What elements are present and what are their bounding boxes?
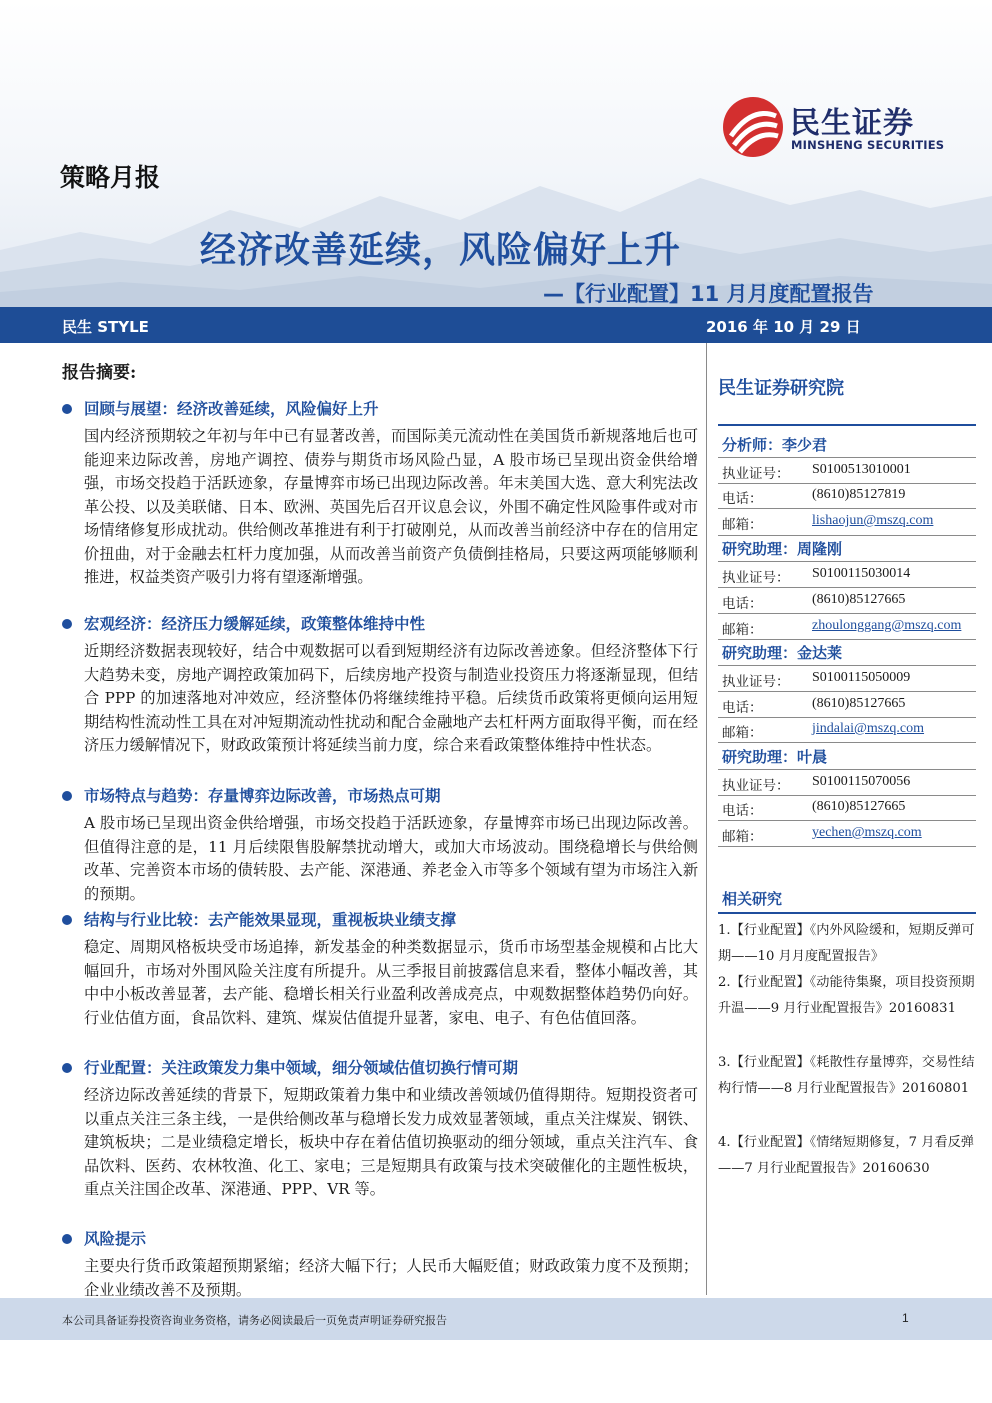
rule-line bbox=[718, 535, 976, 536]
analyst-tel-row bbox=[722, 799, 972, 819]
mail-label: 邮箱： bbox=[722, 622, 763, 638]
rule-line bbox=[718, 424, 976, 426]
logo-mark-icon bbox=[722, 96, 784, 158]
related-report-item[interactable]: 1.【行业配置】《内外风险缓和，短期反弹可期——10 月月度配置报告》 bbox=[718, 923, 975, 964]
rule-line bbox=[718, 795, 976, 796]
column-divider bbox=[706, 343, 707, 1295]
related-report-item[interactable]: 3.【行业配置】《耗散性存量博弈，交易性结构行情——8 月行业配置报告》20160801 bbox=[718, 1055, 975, 1096]
summary-heading: 报告摘要: bbox=[62, 363, 137, 383]
analyst-mail-row bbox=[722, 618, 972, 638]
bullet-icon bbox=[62, 1234, 72, 1244]
cert-label: 执业证号： bbox=[722, 674, 790, 690]
tel-number: (8610)85127819 bbox=[812, 487, 906, 502]
analyst-mail-row bbox=[722, 825, 972, 845]
section-body: 国内经济预期较之年初与年中已有显著改善，而国际美元流动性在美国货币新规落地后也可能迎来边际改善，房地产调控、债券与期货市场风险凸显，A 股市场已呈现出资金供给增强，市场交投趋于活跃迹象，存量博弈市场已出现边际改善。年末美国大选、意大利宪法改革公投、以及美联储、日本、欧洲、英国先后召开议息会议，外围不确定性风险事件或对市场情绪修复形成扰动。供给侧改革推进有利于打破刚兑，从而改善当前经济中存在的信用定价扭曲，对于金融去杠杆力度加强，从而改善当前资产负债倒挂格局，只要这两项能够顺利推进，权益类资产吸引力将有望逐渐增强。 bbox=[84, 427, 698, 586]
rule-line bbox=[718, 483, 976, 484]
rule-line bbox=[718, 742, 976, 743]
analyst-cert-row bbox=[722, 774, 972, 794]
rule-line bbox=[718, 561, 976, 562]
rule-line bbox=[718, 665, 976, 666]
section-title: 市场特点与趋势：存量博弈边际改善，市场热点可期 bbox=[84, 786, 441, 805]
research-institute: 民生证券研究院 bbox=[718, 378, 844, 399]
logo-name-cn: 民生证券 bbox=[790, 106, 914, 141]
tel-label: 电话： bbox=[722, 700, 763, 716]
section-title: 行业配置：关注政策发力集中领域，细分领域估值切换行情可期 bbox=[84, 1058, 519, 1077]
company-logo bbox=[722, 96, 962, 160]
mail-label: 邮箱： bbox=[722, 517, 763, 533]
related-report-item[interactable]: 4.【行业配置】《情绪短期修复，7 月看反弹——7 月行业配置报告》20160630 bbox=[718, 1135, 974, 1176]
analyst-name: 分析师：李少君 bbox=[722, 436, 828, 454]
logo-name-en: MINSHENG SECURITIES bbox=[791, 138, 945, 152]
analyst-name: 研究助理：周隆刚 bbox=[722, 540, 843, 558]
email-link[interactable]: yechen@mszq.com bbox=[812, 825, 922, 840]
header-band bbox=[0, 307, 992, 343]
related-research-heading: 相关研究 bbox=[722, 890, 783, 908]
summary-section bbox=[62, 1227, 702, 1302]
analyst-cert-row bbox=[722, 670, 972, 690]
tel-label: 电话： bbox=[722, 491, 763, 507]
analyst-name: 研究助理：叶晨 bbox=[722, 748, 828, 766]
summary-section bbox=[62, 908, 702, 1030]
mail-label: 邮箱： bbox=[722, 829, 763, 845]
rule-line bbox=[718, 457, 976, 458]
email-link[interactable]: zhoulonggang@mszq.com bbox=[812, 618, 962, 633]
cert-number: S0100115030014 bbox=[812, 566, 911, 581]
bullet-icon bbox=[62, 404, 72, 414]
analyst-name: 研究助理：金达莱 bbox=[722, 644, 843, 662]
email-link[interactable]: lishaojun@mszq.com bbox=[812, 513, 934, 528]
report-date: 2016 年 10 月 29 日 bbox=[706, 318, 861, 336]
tel-number: (8610)85127665 bbox=[812, 592, 906, 607]
mail-label: 邮箱： bbox=[722, 725, 763, 741]
summary-section bbox=[62, 397, 702, 590]
section-title: 结构与行业比较：去产能效果显现，重视板块业绩支撑 bbox=[84, 910, 457, 929]
rule-line bbox=[718, 691, 976, 692]
rule-line bbox=[718, 912, 976, 914]
cert-number: S0100513010001 bbox=[812, 462, 911, 477]
bullet-icon bbox=[62, 1063, 72, 1073]
section-body: 近期经济数据表现较好，结合中观数据可以看到短期经济有边际改善迹象。但经济整体下行大趋势未变，房地产调控政策加码下，后续房地产投资与制造业投资压力将逐渐显现，但结合 PPP 的加速落地对冲效应，经济整体仍将继续维持平稳。后续货币政策将更倾向运用短期结构性流动性工具在对冲短期流动性扰动和配合金融地产去杠杆两方面取得平衡，而在经济压力缓解情况下，财政政策预计将延续当前力度，综合来看政策整体维持中性状态。 bbox=[84, 642, 698, 754]
report-type: 策略月报 bbox=[60, 163, 161, 192]
cert-number: S0100115070056 bbox=[812, 774, 911, 789]
rule-line bbox=[718, 846, 976, 847]
cert-label: 执业证号： bbox=[722, 778, 790, 794]
summary-section bbox=[62, 1056, 702, 1202]
analyst-tel-row bbox=[722, 487, 972, 507]
bullet-icon bbox=[62, 915, 72, 925]
tel-number: (8610)85127665 bbox=[812, 799, 906, 814]
summary-section bbox=[62, 784, 702, 906]
page-number: 1 bbox=[902, 1311, 909, 1325]
section-body: 主要央行货币政策超预期紧缩；经济大幅下行；人民币大幅贬值；财政政策力度不及预期；企业业绩改善不及预期。 bbox=[84, 1257, 698, 1299]
rule-line bbox=[718, 613, 976, 614]
rule-line bbox=[718, 587, 976, 588]
analyst-tel-row bbox=[722, 592, 972, 612]
report-title: 经济改善延续，风险偏好上升 bbox=[200, 230, 682, 271]
section-body: 经济边际改善延续的背景下，短期政策着力集中和业绩改善领域仍值得期待。短期投资者可以重点关注三条主线，一是供给侧改革与稳增长发力成效显著领域，重点关注煤炭、钢铁、建筑板块；二是业绩稳定增长，板块中存在着估值切换驱动的细分领域，重点关注汽车、食品饮料、医药、农林牧渔、化工、家电；三是短期具有政策与技术突破催化的主题性板块，重点关注国企改革、深港通、PPP、VR 等。 bbox=[84, 1086, 698, 1198]
section-body: A 股市场已呈现出资金供给增强，市场交投趋于活跃迹象，存量博弈市场已出现边际改善。但值得注意的是，11 月后续限售股解禁扰动增大，或加大市场波动。围绕稳增长与供给侧改革、完善资本市场的债转股、去产能、深港通、养老金入市等多个领域有望为市场注入新的预期。 bbox=[84, 814, 698, 903]
section-title: 风险提示 bbox=[84, 1229, 147, 1248]
cert-label: 执业证号： bbox=[722, 466, 790, 482]
section-body: 稳定、周期风格板块受市场追捧，新发基金的种类数据显示，货币市场型基金规模和占比大幅回升，市场对外围风险关注度有所提升。从三季报目前披露信息来看，整体小幅改善，其中中小板改善显著，去产能、稳增长相关行业盈利改善成亮点，中观数据整体趋势仍向好。行业估值方面，食品饮料、建筑、煤炭估值提升显著，家电、电子、有色估值回落。 bbox=[84, 938, 698, 1027]
analyst-mail-row bbox=[722, 721, 972, 741]
bullet-icon bbox=[62, 791, 72, 801]
page-footer bbox=[0, 1298, 992, 1340]
tel-label: 电话： bbox=[722, 803, 763, 819]
analyst-cert-row bbox=[722, 462, 972, 482]
tel-label: 电话： bbox=[722, 596, 763, 612]
section-title: 回顾与展望：经济改善延续，风险偏好上升 bbox=[84, 399, 379, 418]
report-subtitle: —【行业配置】11 月月度配置报告 bbox=[543, 282, 874, 306]
rule-line bbox=[718, 639, 976, 640]
related-report-item[interactable]: 2.【行业配置】《动能待集聚，项目投资预期升温——9 月行业配置报告》20160831 bbox=[718, 975, 975, 1016]
analyst-mail-row bbox=[722, 513, 972, 533]
footer-disclaimer: 本公司具备证券投资咨询业务资格，请务必阅读最后一页免责声明证券研究报告 bbox=[62, 1314, 447, 1327]
email-link[interactable]: jindalai@mszq.com bbox=[812, 721, 925, 736]
cert-label: 执业证号： bbox=[722, 570, 790, 586]
rule-line bbox=[718, 717, 976, 718]
bullet-icon bbox=[62, 619, 72, 629]
analyst-tel-row bbox=[722, 696, 972, 716]
analyst-cert-row bbox=[722, 566, 972, 586]
rule-line bbox=[718, 769, 976, 770]
section-title: 宏观经济：经济压力缓解延续，政策整体维持中性 bbox=[84, 614, 426, 633]
cert-number: S0100115050009 bbox=[812, 670, 911, 685]
tel-number: (8610)85127665 bbox=[812, 696, 906, 711]
rule-line bbox=[718, 508, 976, 509]
rule-line bbox=[718, 820, 976, 821]
band-brand: 民生 STYLE bbox=[62, 318, 149, 336]
summary-section bbox=[62, 612, 702, 758]
